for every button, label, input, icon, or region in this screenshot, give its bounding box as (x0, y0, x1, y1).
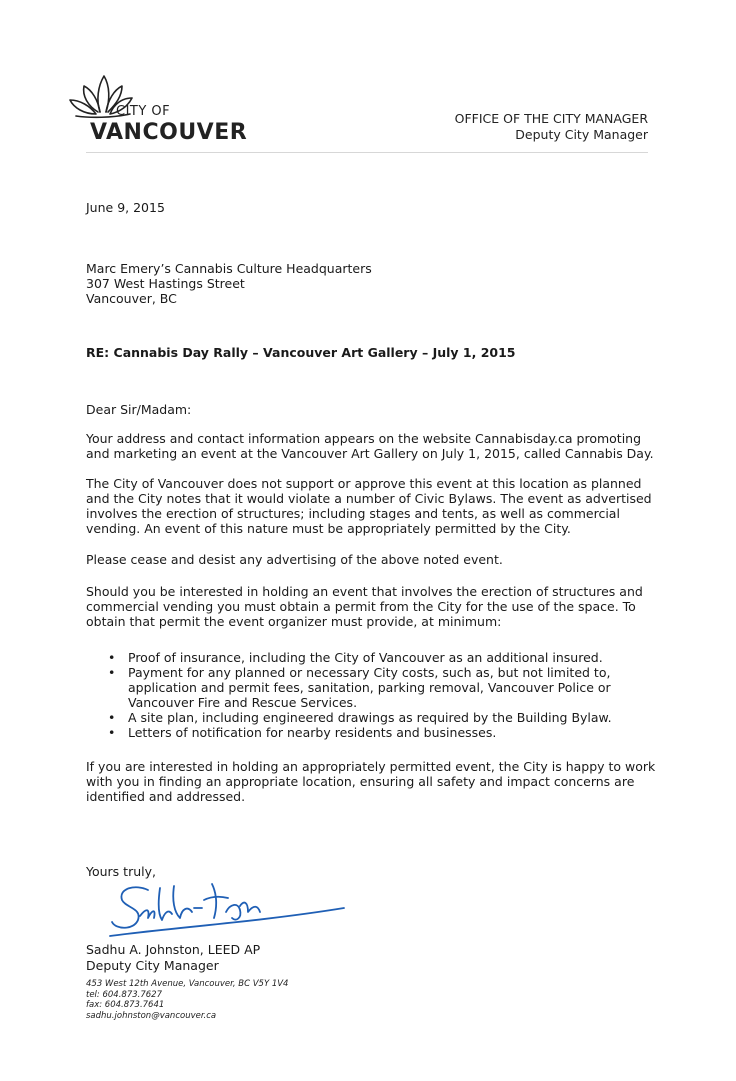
bullet-dot-icon: • (108, 650, 116, 665)
subject-line: RE: Cannabis Day Rally – Vancouver Art Gallery – July 1, 2015 (86, 345, 516, 360)
contact-block (86, 979, 288, 1021)
bullet-dot-icon: • (108, 725, 116, 740)
bullet-dot-icon: • (108, 710, 116, 725)
office-block (455, 111, 648, 143)
header-divider (86, 152, 648, 153)
list-item (106, 665, 666, 710)
bullet-dot-icon: • (108, 665, 116, 680)
signer-block (86, 942, 260, 974)
paragraph: Please cease and desist any advertising of the above noted event. (86, 552, 503, 567)
paragraph: Should you be interested in holding an event that involves the erection of structures and commercial vending you must obtain a permit from the City for the use of the space. To obtain that permit the event organizer must provide, at minimum: (86, 584, 643, 629)
contact-tel: tel: 604.873.7627 (86, 989, 162, 1000)
recipient-line: 307 West Hastings Street (86, 276, 245, 291)
list-item (106, 650, 666, 665)
list-item-text: Payment for any planned or necessary City costs, such as, but not limited to, application and permit fees, sanitation, parking removal, Vancouver Police or Vancouver Fire and Rescue Services. (128, 665, 611, 710)
recipient-line: Marc Emery’s Cannabis Culture Headquarters (86, 261, 372, 276)
handwritten-signature (108, 878, 348, 948)
signer-title: Deputy City Manager (86, 958, 219, 973)
recipient-address (86, 261, 656, 306)
contact-address: 453 West 12th Avenue, Vancouver, BC V5Y 1V4 (86, 979, 289, 989)
list-item-text: A site plan, including engineered drawings as required by the Building Bylaw. (128, 710, 612, 725)
contact-email: sadhu.johnston@vancouver.ca (86, 1010, 217, 1021)
closing-paragraph: If you are interested in holding an appropriately permitted event, the City is happy to work with you in finding an appropriate location, ensuring all safety and impact concerns are identified and addressed. (86, 759, 656, 804)
logo-city-of: CITY OF (116, 104, 171, 119)
office-title: OFFICE OF THE CITY MANAGER (454, 111, 648, 126)
signer-name: Sadhu A. Johnston, LEED AP (86, 942, 261, 957)
list-item (106, 725, 666, 740)
requirements-list (106, 650, 666, 740)
closing: Yours truly, (86, 864, 156, 879)
greeting: Dear Sir/Madam: (86, 402, 192, 417)
paragraph: The City of Vancouver does not support or approve this event at this location as planned and the City notes that it would violate a number of Civic Bylaws. The event as advertised involves the erection of structures; including stages and tents, as well as commercial vending. An event of this nature must be appropriately permitted by the City. (86, 476, 652, 536)
list-item-text: Letters of notification for nearby residents and businesses. (128, 725, 497, 740)
logo-vancouver: VANCOUVER (90, 120, 248, 145)
letter-date: June 9, 2015 (86, 200, 165, 215)
list-item-text: Proof of insurance, including the City of Vancouver as an additional insured. (128, 650, 603, 665)
office-subtitle: Deputy City Manager (515, 127, 648, 142)
contact-fax: fax: 604.873.7641 (86, 1000, 165, 1010)
list-item (106, 710, 666, 725)
paragraph: Your address and contact information appears on the website Cannabisday.ca promoting and marketing an event at the Vancouver Art Gallery on July 1, 2015, called Cannabis Day. (86, 431, 654, 461)
city-logo (66, 72, 246, 152)
recipient-line: Vancouver, BC (86, 291, 177, 306)
